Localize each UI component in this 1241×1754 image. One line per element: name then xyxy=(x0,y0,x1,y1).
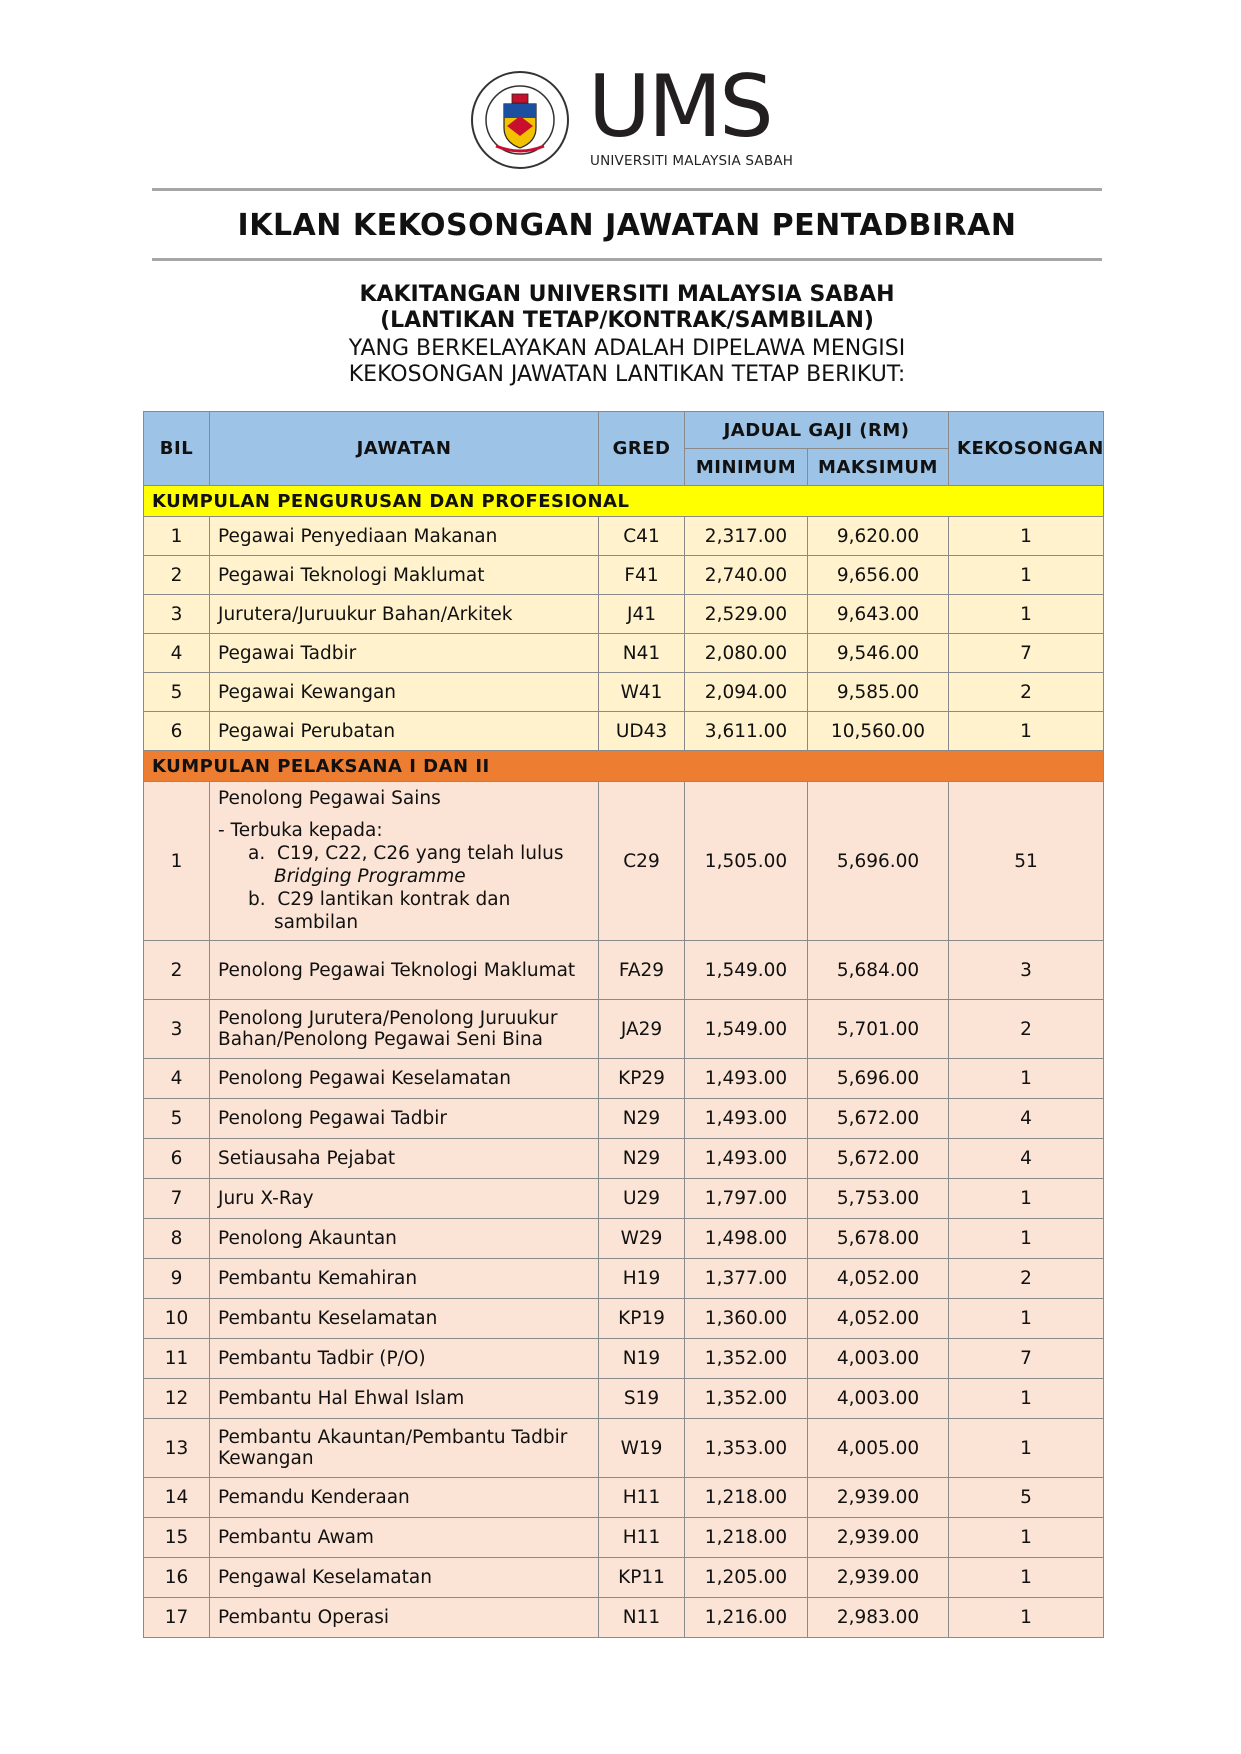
cell-minimum: 1,218.00 xyxy=(685,1478,808,1518)
cell-maksimum: 5,672.00 xyxy=(808,1139,949,1179)
cell-kekosongan: 1 xyxy=(949,1598,1104,1638)
cell-bil: 3 xyxy=(144,1000,210,1059)
cell-gred: N29 xyxy=(599,1099,685,1139)
cell-maksimum: 4,052.00 xyxy=(808,1259,949,1299)
header-minimum: MINIMUM xyxy=(685,449,808,486)
cell-gred: JA29 xyxy=(599,1000,685,1059)
cell-bil: 13 xyxy=(144,1419,210,1478)
cell-minimum: 2,094.00 xyxy=(685,673,808,712)
cell-gred: W41 xyxy=(599,673,685,712)
title-divider xyxy=(152,258,1102,261)
header-jawatan: JAWATAN xyxy=(210,412,599,486)
header-maksimum: MAKSIMUM xyxy=(808,449,949,486)
cell-minimum: 2,529.00 xyxy=(685,595,808,634)
cell-maksimum: 9,656.00 xyxy=(808,556,949,595)
table-row xyxy=(144,517,1104,556)
cell-bil: 6 xyxy=(144,1139,210,1179)
intro-line-1: KAKITANGAN UNIVERSITI MALAYSIA SABAH xyxy=(359,282,895,307)
group1-rows xyxy=(144,517,1104,751)
group2-rows xyxy=(144,941,1104,1638)
intro-line-3: YANG BERKELAYAKAN ADALAH DIPELAWA MENGISI xyxy=(348,336,906,361)
cell-gred: KP19 xyxy=(599,1299,685,1339)
cell-maksimum: 4,003.00 xyxy=(808,1339,949,1379)
jawatan-title: Penolong Pegawai Sains xyxy=(218,788,441,809)
cell-minimum: 1,218.00 xyxy=(685,1518,808,1558)
cell-maksimum: 10,560.00 xyxy=(808,712,949,751)
intro-line-2: (LANTIKAN TETAP/KONTRAK/SAMBILAN) xyxy=(380,308,874,333)
table-row xyxy=(144,1478,1104,1518)
university-seal-icon xyxy=(470,70,570,170)
cell-kekosongan: 1 xyxy=(949,1518,1104,1558)
cell-jawatan: Pembantu Awam xyxy=(210,1518,599,1558)
cell-bil: 3 xyxy=(144,595,210,634)
table-row xyxy=(144,1179,1104,1219)
cell-gred: N29 xyxy=(599,1139,685,1179)
cell-maksimum: 9,643.00 xyxy=(808,595,949,634)
cell-bil: 17 xyxy=(144,1598,210,1638)
cell-gred: U29 xyxy=(599,1179,685,1219)
table-row xyxy=(144,1558,1104,1598)
cell-gred: W29 xyxy=(599,1219,685,1259)
table-row xyxy=(144,673,1104,712)
cell-maksimum: 4,003.00 xyxy=(808,1379,949,1419)
cell-bil: 5 xyxy=(144,673,210,712)
cell-minimum: 1,549.00 xyxy=(685,1000,808,1059)
table-row xyxy=(144,1518,1104,1558)
cell-gred: W19 xyxy=(599,1419,685,1478)
note-intro: - Terbuka kepada: xyxy=(218,820,383,841)
table-row xyxy=(144,1059,1104,1099)
cell-minimum: 2,740.00 xyxy=(685,556,808,595)
cell-jawatan: Penolong Akauntan xyxy=(210,1219,599,1259)
cell-gred: FA29 xyxy=(599,941,685,1000)
cell-jawatan: Pembantu Keselamatan xyxy=(210,1299,599,1339)
cell-kekosongan: 2 xyxy=(949,1259,1104,1299)
cell-minimum: 1,353.00 xyxy=(685,1419,808,1478)
cell-kekosongan: 1 xyxy=(949,1379,1104,1419)
cell-jawatan: Pembantu Kemahiran xyxy=(210,1259,599,1299)
cell-maksimum: 9,585.00 xyxy=(808,673,949,712)
cell-maksimum: 5,678.00 xyxy=(808,1219,949,1259)
cell-jawatan: Setiausaha Pejabat xyxy=(210,1139,599,1179)
note-item-a: a. C19, C22, C26 yang telah lulus Bridging Programme xyxy=(248,843,564,887)
cell-bil: 16 xyxy=(144,1558,210,1598)
university-logo xyxy=(470,57,794,180)
cell-jawatan: Penolong Pegawai Teknologi Maklumat xyxy=(210,941,599,1000)
cell-bil: 2 xyxy=(144,941,210,1000)
cell-kekosongan: 7 xyxy=(949,1339,1104,1379)
eligibility-notes xyxy=(218,819,590,934)
table-row xyxy=(144,782,1104,941)
cell-jawatan: Pembantu Operasi xyxy=(210,1598,599,1638)
group-header-row xyxy=(144,486,1104,517)
header-jadual-gaji: JADUAL GAJI (RM) xyxy=(685,412,949,449)
cell-jawatan xyxy=(210,782,599,941)
cell-jawatan: Pegawai Teknologi Maklumat xyxy=(210,556,599,595)
cell-maksimum: 9,546.00 xyxy=(808,634,949,673)
cell-kekosongan: 51 xyxy=(949,782,1104,941)
cell-bil: 11 xyxy=(144,1339,210,1379)
cell-gred: C29 xyxy=(599,782,685,941)
ums-subtitle: UNIVERSITI MALAYSIA SABAH xyxy=(590,153,794,169)
cell-minimum: 1,216.00 xyxy=(685,1598,808,1638)
note-item-b: b. C29 lantikan kontrak dan sambilan xyxy=(248,889,511,933)
cell-jawatan: Pemandu Kenderaan xyxy=(210,1478,599,1518)
group-header-row xyxy=(144,751,1104,782)
table-row xyxy=(144,1598,1104,1638)
header-gred: GRED xyxy=(599,412,685,486)
table-row xyxy=(144,634,1104,673)
cell-bil: 4 xyxy=(144,634,210,673)
cell-minimum: 1,360.00 xyxy=(685,1299,808,1339)
table-row xyxy=(144,1099,1104,1139)
cell-kekosongan: 1 xyxy=(949,517,1104,556)
cell-gred: H19 xyxy=(599,1259,685,1299)
intro-line-4: KEKOSONGAN JAWATAN LANTIKAN TETAP BERIKUT: xyxy=(348,362,906,387)
cell-bil: 1 xyxy=(144,517,210,556)
cell-bil: 12 xyxy=(144,1379,210,1419)
cell-gred: KP29 xyxy=(599,1059,685,1099)
cell-gred: H11 xyxy=(599,1478,685,1518)
cell-maksimum: 2,983.00 xyxy=(808,1598,949,1638)
cell-kekosongan: 1 xyxy=(949,1179,1104,1219)
cell-maksimum: 5,672.00 xyxy=(808,1099,949,1139)
cell-jawatan: Penolong Jurutera/Penolong Juruukur Bahan/Penolong Pegawai Seni Bina xyxy=(210,1000,599,1059)
cell-jawatan: Pegawai Perubatan xyxy=(210,712,599,751)
cell-bil: 15 xyxy=(144,1518,210,1558)
ums-wordmark: UMS xyxy=(588,57,771,157)
cell-bil: 8 xyxy=(144,1219,210,1259)
cell-maksimum: 5,753.00 xyxy=(808,1179,949,1219)
cell-jawatan: Penolong Pegawai Tadbir xyxy=(210,1099,599,1139)
cell-gred: C41 xyxy=(599,517,685,556)
cell-gred: J41 xyxy=(599,595,685,634)
cell-kekosongan: 1 xyxy=(949,556,1104,595)
cell-kekosongan: 1 xyxy=(949,1558,1104,1598)
table-row xyxy=(144,712,1104,751)
cell-jawatan: Penolong Pegawai Keselamatan xyxy=(210,1059,599,1099)
cell-kekosongan: 4 xyxy=(949,1099,1104,1139)
cell-maksimum: 5,701.00 xyxy=(808,1000,949,1059)
cell-jawatan: Pengawal Keselamatan xyxy=(210,1558,599,1598)
table-row xyxy=(144,1419,1104,1478)
cell-kekosongan: 1 xyxy=(949,1219,1104,1259)
vacancy-table xyxy=(143,411,1104,1638)
cell-kekosongan: 5 xyxy=(949,1478,1104,1518)
cell-minimum: 1,352.00 xyxy=(685,1339,808,1379)
table-row xyxy=(144,941,1104,1000)
cell-gred: H11 xyxy=(599,1518,685,1558)
cell-minimum: 1,352.00 xyxy=(685,1379,808,1419)
cell-maksimum: 2,939.00 xyxy=(808,1478,949,1518)
cell-maksimum: 9,620.00 xyxy=(808,517,949,556)
cell-bil: 1 xyxy=(144,782,210,941)
cell-maksimum: 5,684.00 xyxy=(808,941,949,1000)
header-kekosongan: KEKOSONGAN xyxy=(949,412,1104,486)
cell-minimum: 1,797.00 xyxy=(685,1179,808,1219)
cell-jawatan: Pegawai Kewangan xyxy=(210,673,599,712)
cell-minimum: 1,205.00 xyxy=(685,1558,808,1598)
cell-gred: UD43 xyxy=(599,712,685,751)
cell-minimum: 1,505.00 xyxy=(685,782,808,941)
cell-gred: N41 xyxy=(599,634,685,673)
table-row xyxy=(144,1259,1104,1299)
cell-minimum: 2,317.00 xyxy=(685,517,808,556)
cell-jawatan: Pembantu Akauntan/Pembantu Tadbir Kewangan xyxy=(210,1419,599,1478)
header-bil: BIL xyxy=(144,412,210,486)
table-row xyxy=(144,1000,1104,1059)
cell-bil: 6 xyxy=(144,712,210,751)
cell-kekosongan: 1 xyxy=(949,712,1104,751)
cell-gred: F41 xyxy=(599,556,685,595)
cell-jawatan: Pembantu Hal Ehwal Islam xyxy=(210,1379,599,1419)
top-divider xyxy=(152,188,1102,191)
cell-kekosongan: 7 xyxy=(949,634,1104,673)
cell-minimum: 1,493.00 xyxy=(685,1059,808,1099)
cell-jawatan: Pegawai Tadbir xyxy=(210,634,599,673)
page-title: IKLAN KEKOSONGAN JAWATAN PENTADBIRAN xyxy=(237,208,1017,243)
cell-jawatan: Juru X-Ray xyxy=(210,1179,599,1219)
cell-minimum: 2,080.00 xyxy=(685,634,808,673)
cell-bil: 4 xyxy=(144,1059,210,1099)
cell-minimum: 1,498.00 xyxy=(685,1219,808,1259)
cell-jawatan: Pembantu Tadbir (P/O) xyxy=(210,1339,599,1379)
cell-kekosongan: 3 xyxy=(949,941,1104,1000)
group-title: KUMPULAN PELAKSANA I DAN II xyxy=(144,751,1104,782)
cell-kekosongan: 1 xyxy=(949,1299,1104,1339)
cell-gred: N19 xyxy=(599,1339,685,1379)
table-row xyxy=(144,1299,1104,1339)
cell-minimum: 1,377.00 xyxy=(685,1259,808,1299)
cell-maksimum: 5,696.00 xyxy=(808,1059,949,1099)
table-row xyxy=(144,595,1104,634)
table-row xyxy=(144,556,1104,595)
cell-gred: S19 xyxy=(599,1379,685,1419)
cell-kekosongan: 2 xyxy=(949,673,1104,712)
cell-jawatan: Jurutera/Juruukur Bahan/Arkitek xyxy=(210,595,599,634)
cell-kekosongan: 1 xyxy=(949,1419,1104,1478)
cell-minimum: 1,493.00 xyxy=(685,1139,808,1179)
cell-bil: 10 xyxy=(144,1299,210,1339)
cell-minimum: 1,549.00 xyxy=(685,941,808,1000)
cell-bil: 9 xyxy=(144,1259,210,1299)
cell-kekosongan: 1 xyxy=(949,595,1104,634)
cell-bil: 7 xyxy=(144,1179,210,1219)
cell-minimum: 3,611.00 xyxy=(685,712,808,751)
cell-kekosongan: 1 xyxy=(949,1059,1104,1099)
cell-maksimum: 4,052.00 xyxy=(808,1299,949,1339)
cell-gred: N11 xyxy=(599,1598,685,1638)
cell-minimum: 1,493.00 xyxy=(685,1099,808,1139)
cell-kekosongan: 4 xyxy=(949,1139,1104,1179)
cell-bil: 5 xyxy=(144,1099,210,1139)
cell-maksimum: 4,005.00 xyxy=(808,1419,949,1478)
cell-jawatan: Pegawai Penyediaan Makanan xyxy=(210,517,599,556)
cell-gred: KP11 xyxy=(599,1558,685,1598)
cell-maksimum: 2,939.00 xyxy=(808,1558,949,1598)
cell-maksimum: 2,939.00 xyxy=(808,1518,949,1558)
table-row xyxy=(144,1379,1104,1419)
table-row xyxy=(144,1339,1104,1379)
table-row xyxy=(144,1139,1104,1179)
cell-bil: 14 xyxy=(144,1478,210,1518)
table-row xyxy=(144,1219,1104,1259)
cell-bil: 2 xyxy=(144,556,210,595)
group-title: KUMPULAN PENGURUSAN DAN PROFESIONAL xyxy=(144,486,1104,517)
cell-maksimum: 5,696.00 xyxy=(808,782,949,941)
cell-kekosongan: 2 xyxy=(949,1000,1104,1059)
